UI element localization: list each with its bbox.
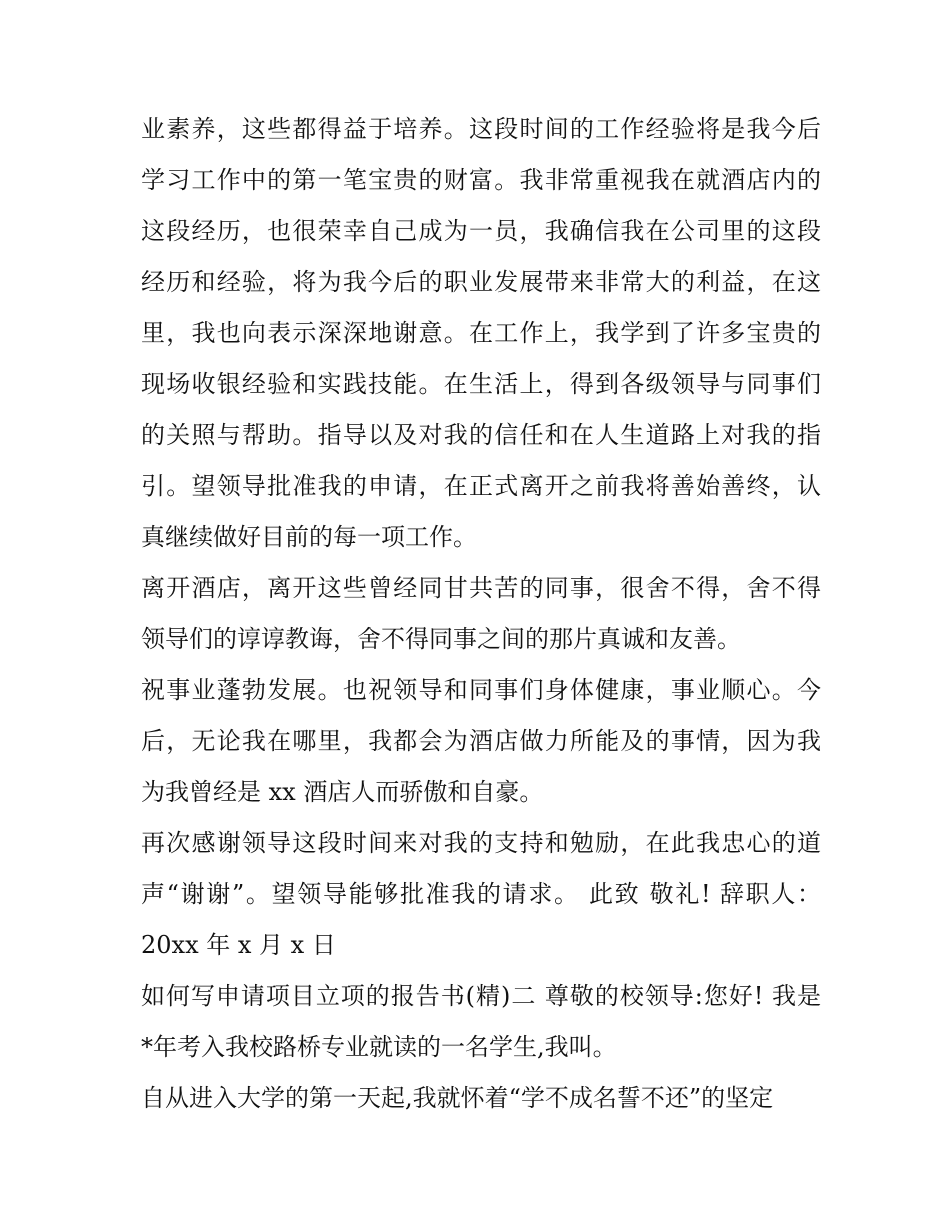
text-line: 声“谢谢”。望领导能够批准我的请求。 此致 敬礼! 辞职人： (141, 880, 821, 908)
paragraph-6 (0, 1073, 950, 1124)
text-line: 业素养，这些都得益于培养。这段时间的工作经验将是我今后 (141, 115, 821, 143)
text-line: 的关照与帮助。指导以及对我的信任和在人生道路上对我的指 (141, 421, 821, 449)
text-line: 领导们的谆谆教诲，舍不得同事之间的那片真诚和友善。 (141, 625, 741, 653)
text-line: 学习工作中的第一笔宝贵的财富。我非常重视我在就酒店内的 (141, 166, 821, 194)
paragraph-3 (0, 665, 950, 818)
text-line: 引。望领导批准我的申请，在正式离开之前我将善始善终，认 (141, 472, 821, 500)
text-line: 真继续做好目前的每一项工作。 (141, 523, 477, 551)
text-line: 经历和经验，将为我今后的职业发展带来非常大的利益，在这 (141, 268, 821, 296)
text-line: 祝事业蓬勃发展。也祝领导和同事们身体健康，事业顺心。今 (141, 676, 821, 704)
text-line: 如何写申请项目立项的报告书(精)二 尊敬的校领导:您好! 我是 (141, 982, 821, 1010)
text-line: 后，无论我在哪里，我都会为酒店做力所能及的事情，因为我 (141, 727, 821, 755)
paragraph-1 (0, 104, 950, 563)
paragraph-5 (0, 971, 950, 1073)
text-line: 离开酒店，离开这些曾经同甘共苦的同事，很舍不得，舍不得 (141, 574, 821, 602)
text-line: 为我曾经是 xx 酒店人而骄傲和自豪。 (141, 778, 544, 806)
text-line: 这段经历，也很荣幸自己成为一员，我确信我在公司里的这段 (141, 217, 821, 245)
paragraph-4 (0, 818, 950, 971)
text-line: 再次感谢领导这段时间来对我的支持和勉励，在此我忠心的道 (141, 829, 821, 857)
text-line: 20xx 年 x 月 x 日 (141, 931, 336, 959)
paragraph-2 (0, 563, 950, 665)
text-line: 自从进入大学的第一天起,我就怀着“学不成名誓不还”的坚定 (141, 1084, 774, 1112)
text-line: 现场收银经验和实践技能。在生活上，得到各级领导与同事们 (141, 370, 821, 398)
text-line: *年考入我校路桥专业就读的一名学生,我叫。 (141, 1033, 617, 1061)
text-line: 里，我也向表示深深地谢意。在工作上，我学到了许多宝贵的 (141, 319, 821, 347)
